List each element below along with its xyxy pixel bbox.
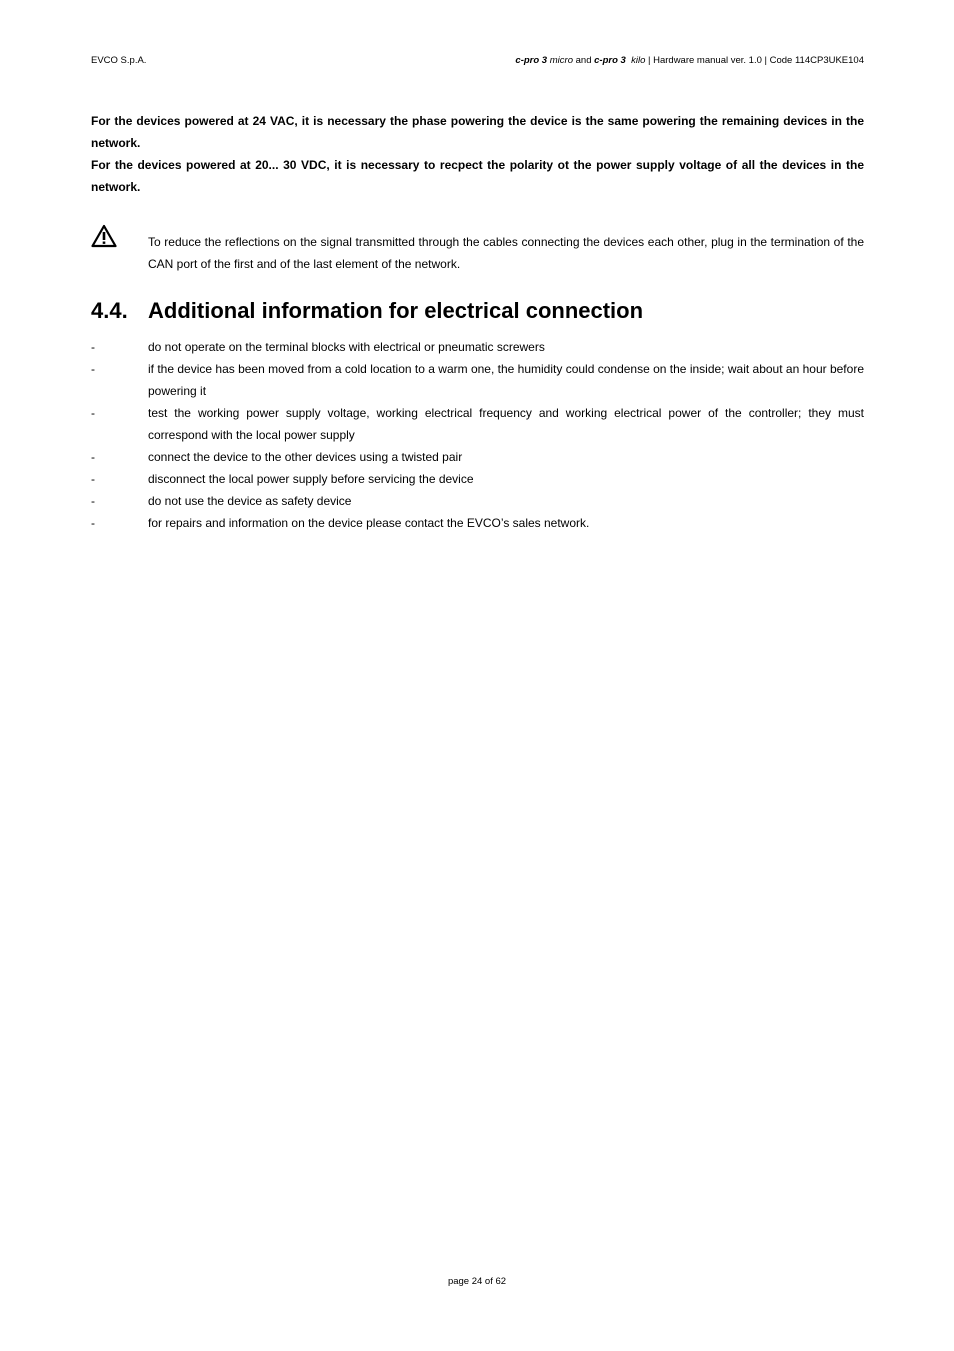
list-item-text: do not use the device as safety device [148,494,352,508]
bullet-list [91,336,864,534]
list-item [91,512,864,534]
list-item [91,402,864,446]
header-conjunction: and [575,55,592,66]
list-item [91,336,864,358]
list-item-text: do not operate on the terminal blocks with electrical or pneumatic screwers [148,340,545,354]
page-number: page 24 of 62 [447,1276,507,1287]
note-30vdc: For the devices powered at 20... 30 VDC, it is necessary to recpect the polarity ot the power supply voltage of all the devices in the network. [91,158,864,194]
bullet-marker: - [91,494,95,508]
header-product-b: c-pro 3 [594,55,626,66]
list-item-text: connect the device to the other devices using a twisted pair [148,450,463,464]
header-company: EVCO S.p.A. [91,55,147,66]
list-item-text: if the device has been moved from a cold location to a warm one, the humidity could condense on the inside; wait about an hour before powering it [148,362,864,398]
list-item [91,446,864,468]
list-item [91,490,864,512]
header-manual-code: | Hardware manual ver. 1.0 | Code 114CP3UKE104 [648,55,864,66]
bullet-marker: - [91,472,95,486]
header-product-a: c-pro 3 [515,55,548,66]
header-variant-a: micro [549,55,573,66]
bullet-marker: - [91,516,95,530]
section-heading [91,298,643,324]
bullet-marker: - [91,450,95,464]
section-number: 4.4. [91,298,128,323]
list-item [91,358,864,402]
list-item [91,468,864,490]
warning-text: To reduce the reflections on the signal transmitted through the cables connecting the devices each other, plug in the termination of the CAN port of the first and of the last element of the network. [148,235,864,271]
note-24vac: For the devices powered at 24 VAC, it is necessary the phase powering the device is the same powering the remaining devices in the network. [91,114,864,150]
bullet-marker: - [91,362,95,376]
header-document-info [515,55,864,66]
section-title: Additional information for electrical connection [148,298,644,323]
bullet-marker: - [91,340,95,354]
warning-triangle-icon [91,224,117,248]
header-variant-b: kilo [631,55,646,66]
list-item-text: test the working power supply voltage, working electrical frequency and working electrical power of the controller; they must correspond with the local power supply [148,406,864,442]
list-item-text: disconnect the local power supply before servicing the device [148,472,474,486]
bullet-marker: - [91,406,95,420]
list-item-text: for repairs and information on the device please contact the EVCO’s sales network. [148,516,590,530]
